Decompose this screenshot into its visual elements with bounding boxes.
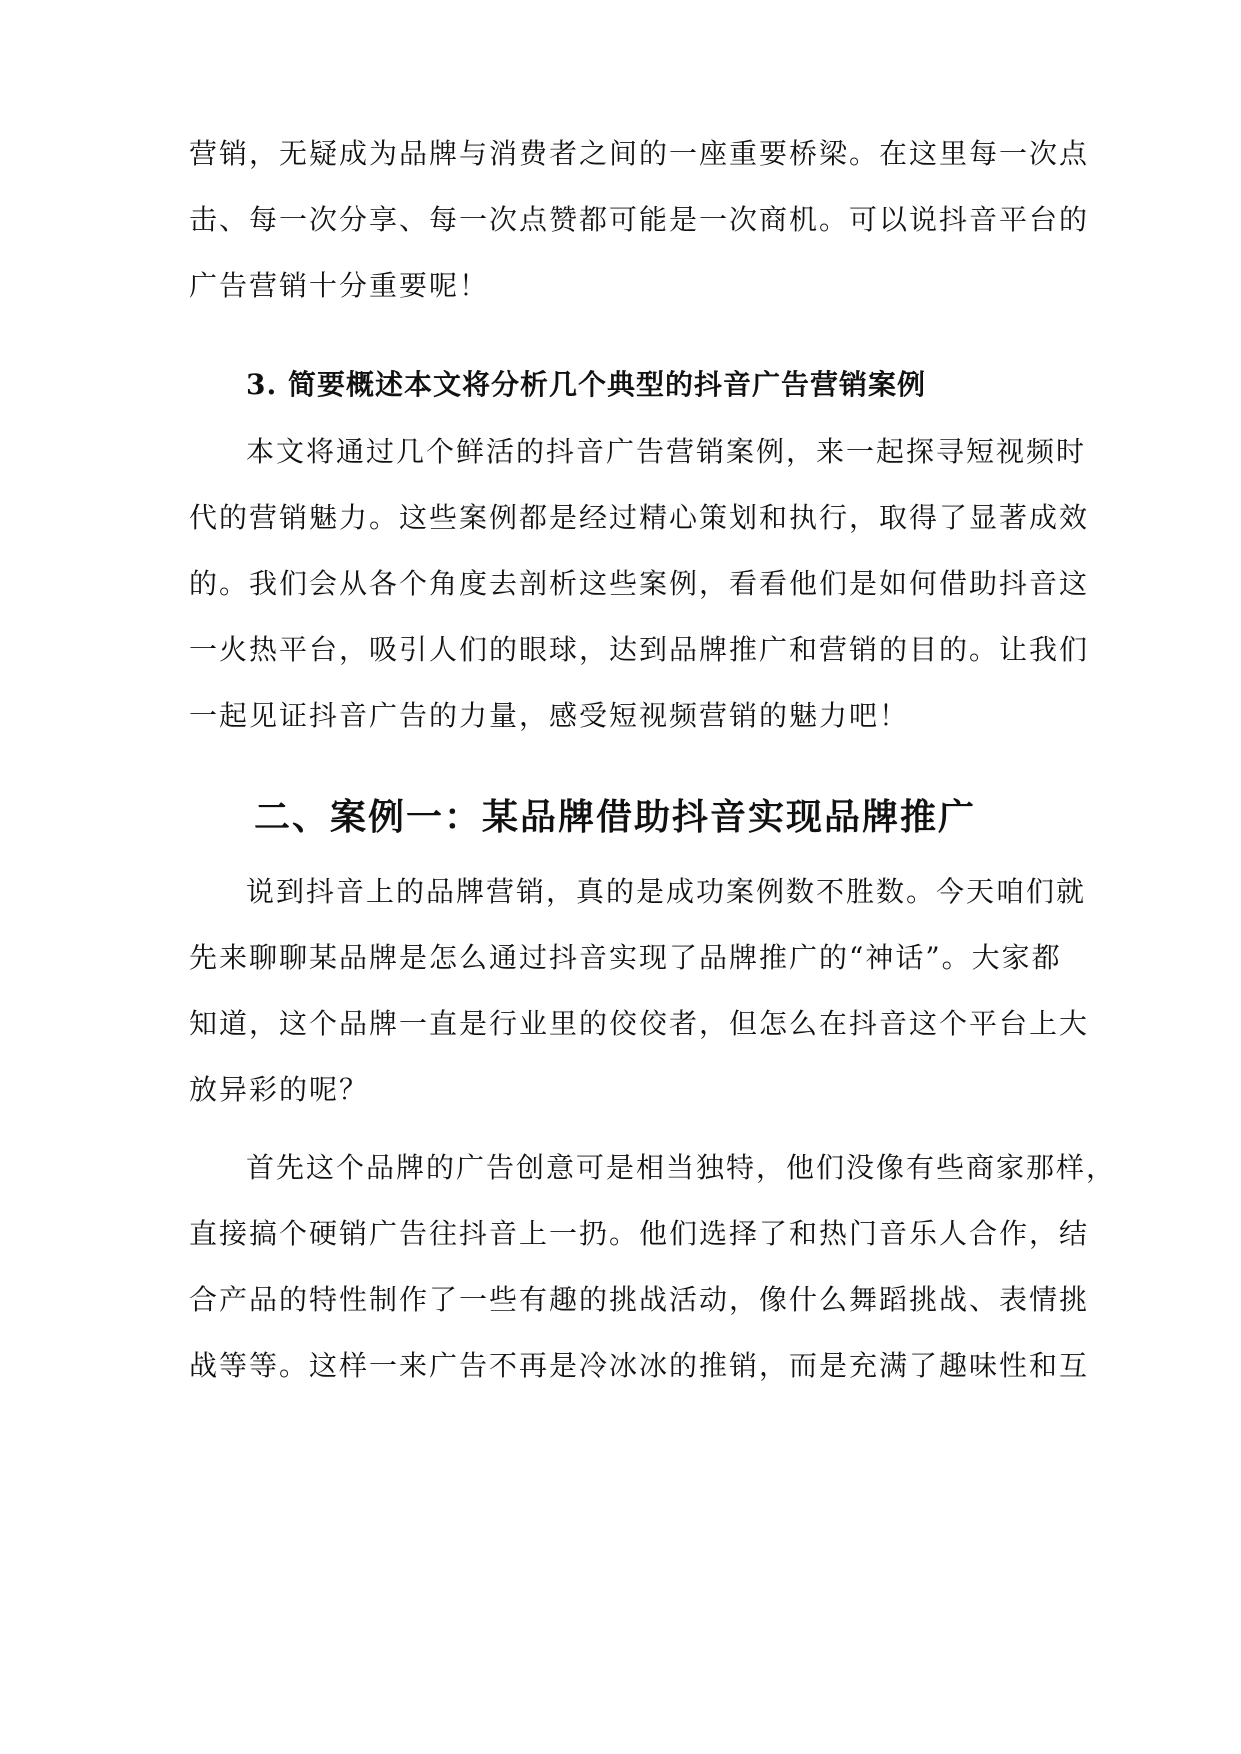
paragraph-line: 广告营销十分重要呢！	[189, 269, 490, 302]
paragraph-line: 击、每一次分享、每一次点赞都可能是一次商机。可以说抖音平台的	[189, 203, 1090, 236]
paragraph-line: 营销，无疑成为品牌与消费者之间的一座重要桥梁。在这里每一次点	[189, 137, 1090, 170]
paragraph-line: 说到抖音上的品牌营销，真的是成功案例数不胜数。今天咱们就	[246, 875, 1087, 908]
paragraph-line: 知道，这个品牌一直是行业里的佼佼者，但怎么在抖音这个平台上大	[189, 1007, 1090, 1040]
paragraph-line: 代的营销魅力。这些案例都是经过精心策划和执行，取得了显著成效	[189, 501, 1090, 534]
paragraph-line: 放异彩的呢？	[189, 1073, 370, 1106]
paragraph-line: 本文将通过几个鲜活的抖音广告营销案例，来一起探寻短视频时	[246, 435, 1087, 468]
paragraph-line: 战等等。这样一来广告不再是冷冰冰的推销，而是充满了趣味性和互	[189, 1349, 1090, 1382]
paragraph-line: 首先这个品牌的广告创意可是相当独特，他们没像有些商家那样，	[246, 1151, 1117, 1184]
section-heading: 二、案例一：某品牌借助抖音实现品牌推广	[254, 796, 977, 838]
paragraph-line: 合产品的特性制作了一些有趣的挑战活动，像什么舞蹈挑战、表情挑	[189, 1283, 1090, 1316]
paragraph-line: 的。我们会从各个角度去剖析这些案例，看看他们是如何借助抖音这	[189, 567, 1090, 600]
paragraph-line: 先来聊聊某品牌是怎么通过抖音实现了品牌推广的“神话”。大家都	[189, 941, 1062, 974]
paragraph-line: 一起见证抖音广告的力量，感受短视频营销的魅力吧！	[189, 699, 910, 732]
subheading: 3. 简要概述本文将分析几个典型的抖音广告营销案例	[246, 368, 926, 401]
paragraph-line: 一火热平台，吸引人们的眼球，达到品牌推广和营销的目的。让我们	[189, 633, 1090, 666]
paragraph-line: 直接搞个硬销广告往抖音上一扔。他们选择了和热门音乐人合作，结	[189, 1217, 1090, 1250]
